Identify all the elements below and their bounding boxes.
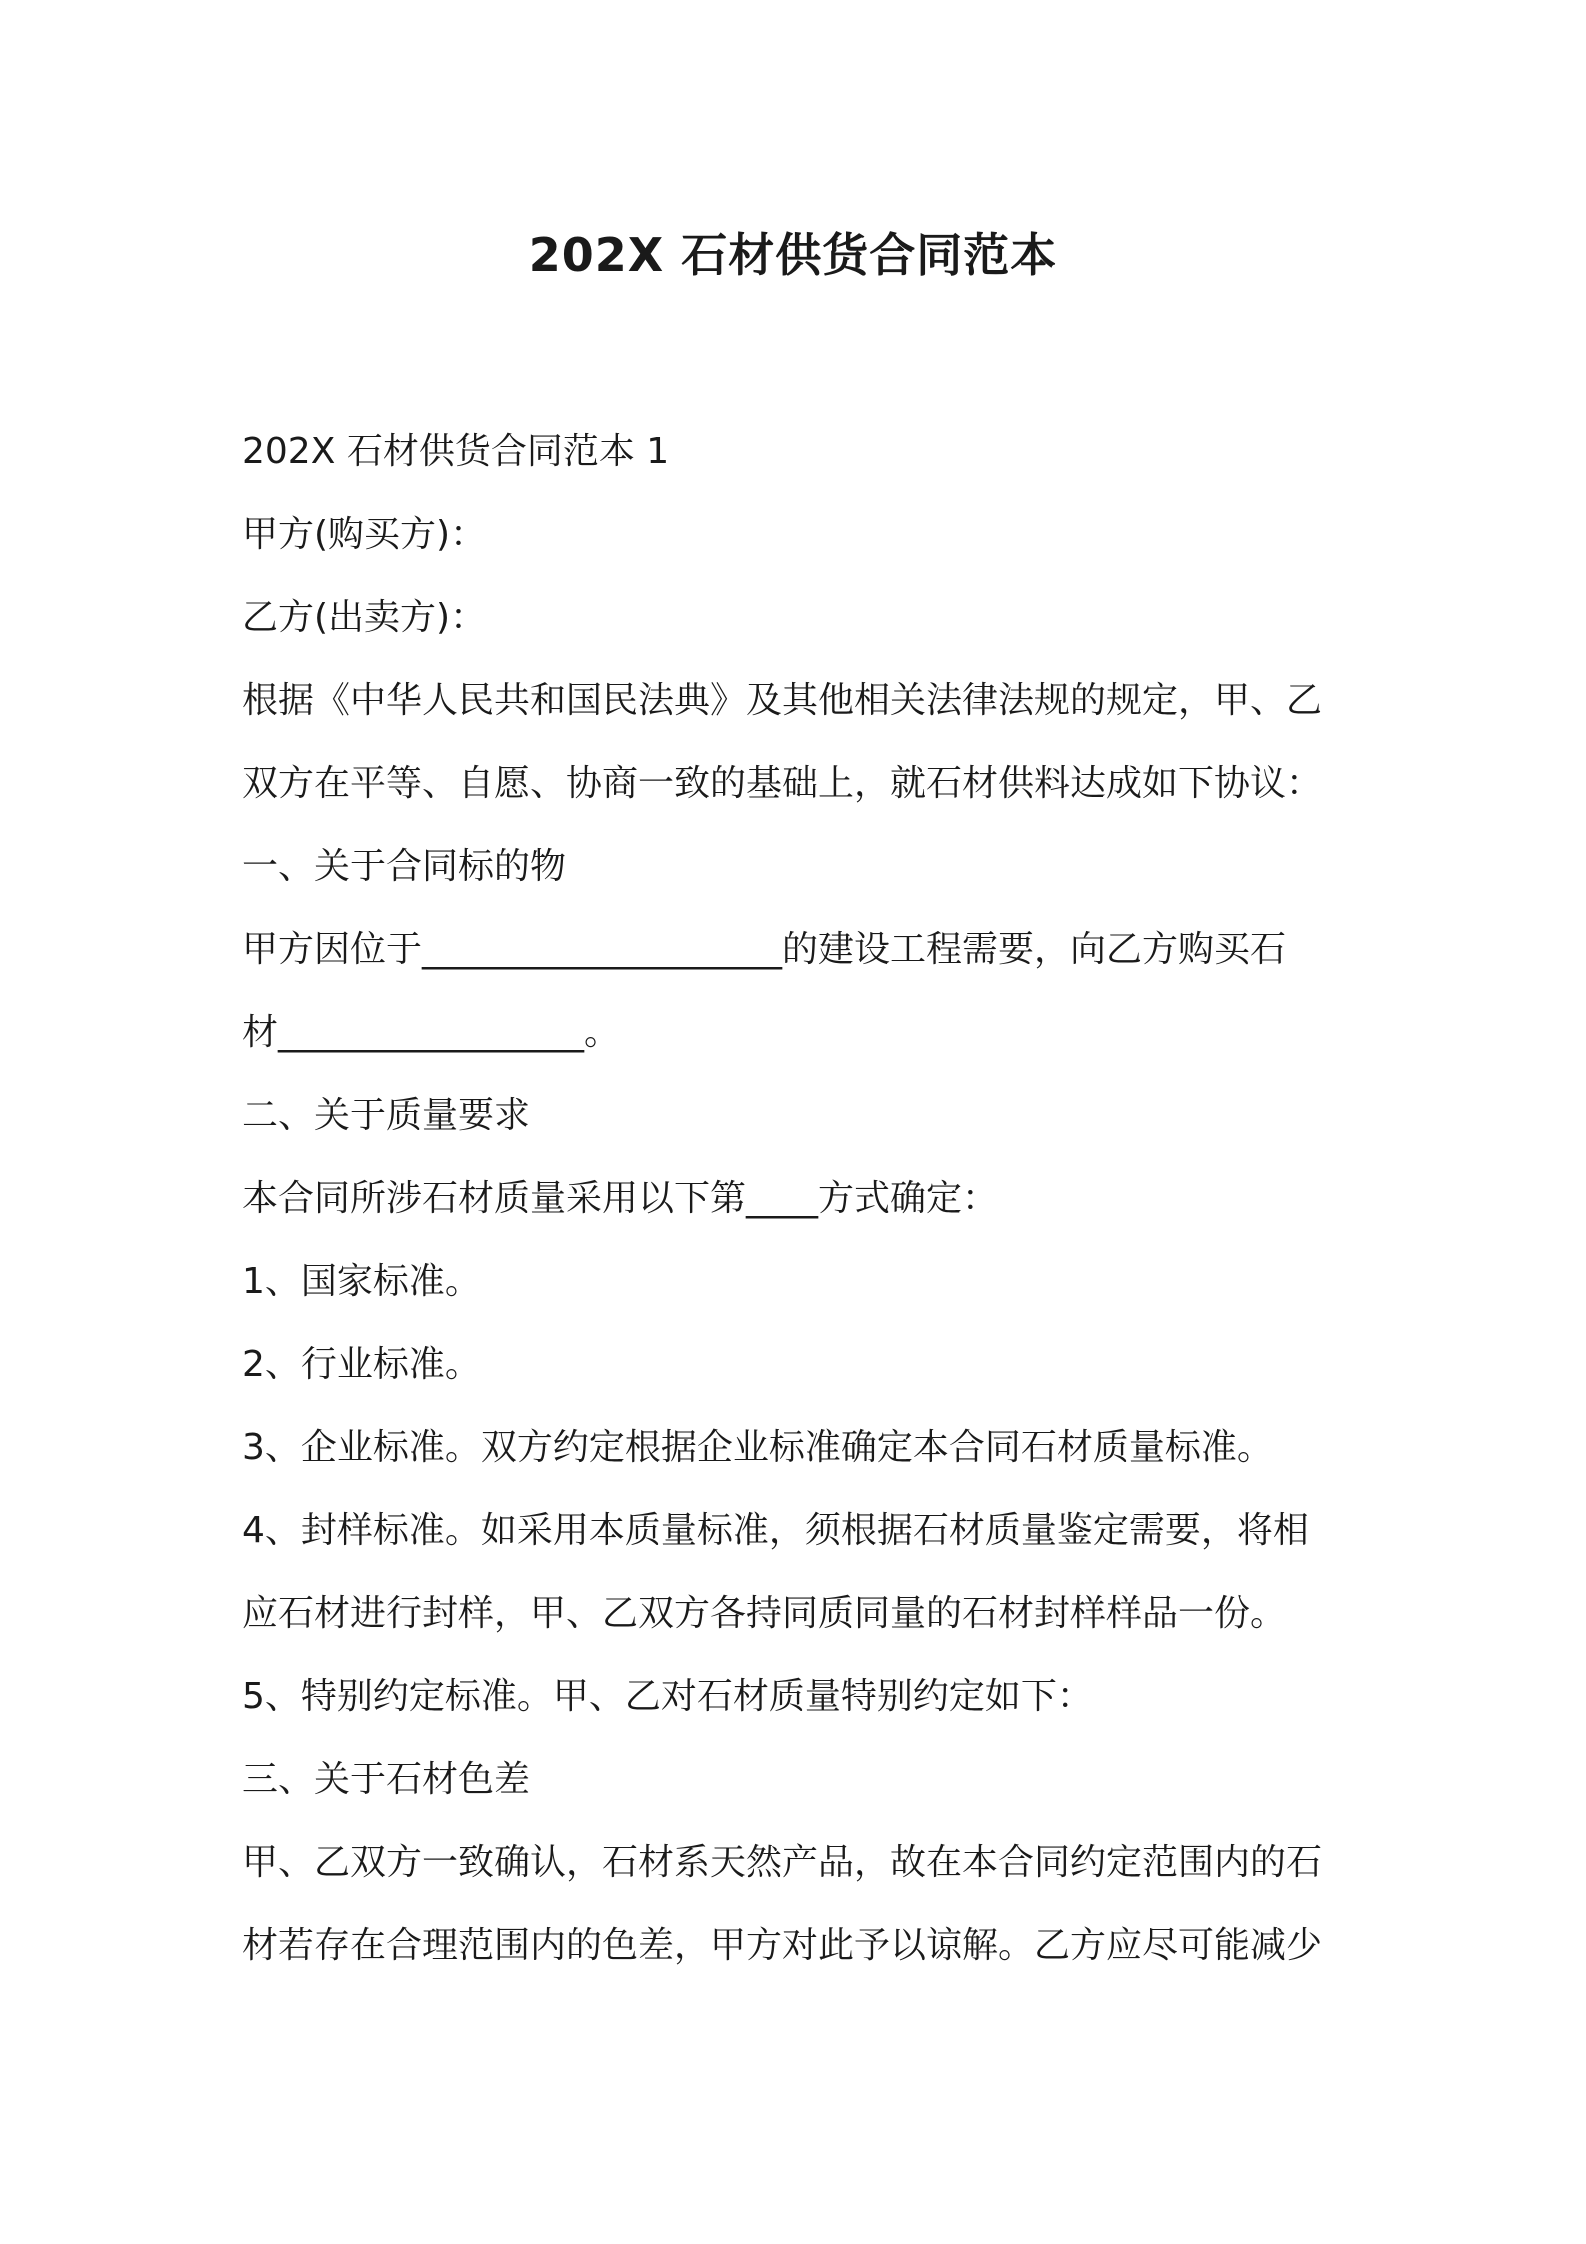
section-1-line-1: 甲方因位于____________________的建设工程需要，向乙方购买石 — [242, 929, 1287, 970]
section-heading-2: 二、关于质量要求 — [242, 1095, 531, 1136]
document-title: 202X 石材供货合同范本 — [528, 228, 1058, 282]
section-1-line-2: 材_________________。 — [242, 1012, 620, 1053]
section-3-line-1: 甲、乙双方一致确认，石材系天然产品，故在本合同约定范围内的石 — [242, 1842, 1323, 1883]
preamble-line-1: 根据《中华人民共和国民法典》及其他相关法律法规的规定，甲、乙 — [242, 680, 1323, 721]
standard-item-1: 1、国家标准。 — [242, 1261, 481, 1302]
contract-subtitle: 202X 石材供货合同范本 1 — [242, 431, 670, 472]
standard-item-4-line-2: 应石材进行封样，甲、乙双方各持同质同量的石材封样样品一份。 — [242, 1593, 1287, 1634]
party-b-line: 乙方(出卖方)： — [242, 597, 487, 638]
section-heading-3: 三、关于石材色差 — [242, 1759, 531, 1800]
standard-item-3: 3、企业标准。双方约定根据企业标准确定本合同石材质量标准。 — [242, 1427, 1273, 1468]
section-3-line-2: 材若存在合理范围内的色差，甲方对此予以谅解。乙方应尽可能减少 — [242, 1925, 1323, 1966]
standard-item-4-line-1: 4、封样标准。如采用本质量标准，须根据石材质量鉴定需要，将相 — [242, 1510, 1309, 1551]
section-heading-1: 一、关于合同标的物 — [242, 846, 567, 887]
standard-item-2: 2、行业标准。 — [242, 1344, 481, 1385]
preamble-line-2: 双方在平等、自愿、协商一致的基础上，就石材供料达成如下协议： — [242, 763, 1323, 804]
section-2-intro: 本合同所涉石材质量采用以下第____方式确定： — [242, 1178, 999, 1219]
party-a-line: 甲方(购买方)： — [242, 514, 487, 555]
document-body — [242, 410, 1352, 1987]
standard-item-5: 5、特别约定标准。甲、乙对石材质量特别约定如下： — [242, 1676, 1093, 1717]
